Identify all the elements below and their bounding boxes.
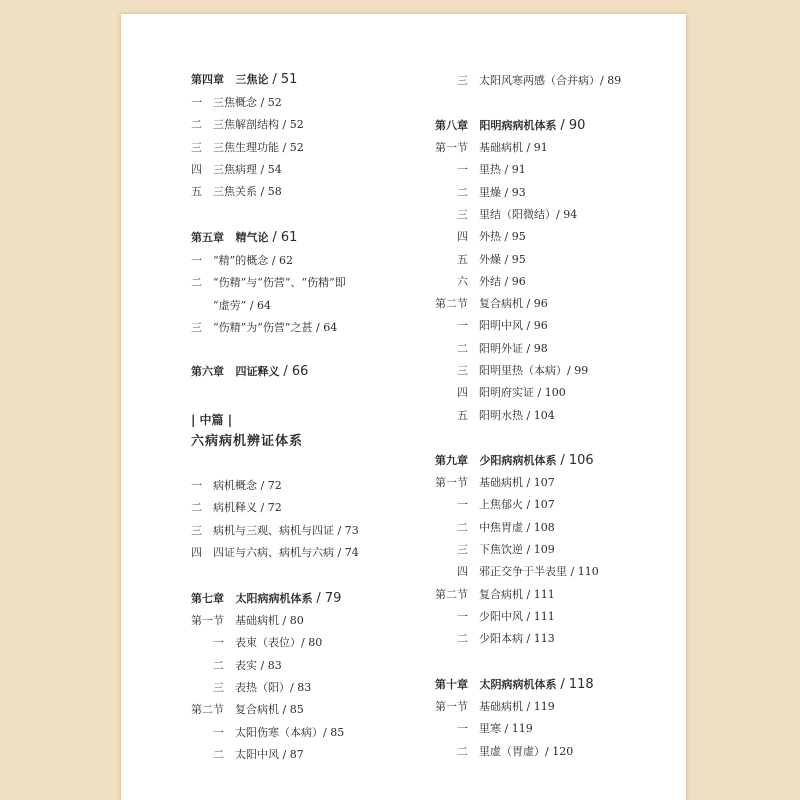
toc-entry-number: 第二节 xyxy=(435,297,468,311)
toc-entry-text: 阳明外证 / 98 xyxy=(479,341,548,355)
toc-entry xyxy=(435,498,555,512)
toc-entry xyxy=(191,163,282,177)
toc-entry-text: “伤精”与“伤营”、“伤精”即 xyxy=(213,276,346,290)
toc-entry-text: “精”的概念 / 62 xyxy=(213,254,293,267)
toc-entry-text: “虚劳” / 64 xyxy=(213,298,271,312)
toc-entry-text: 太阳中风 / 87 xyxy=(235,747,304,761)
chapter-heading: 第五章 精气论 / 61 xyxy=(191,230,298,245)
toc-entry-number: 四 xyxy=(191,162,202,176)
toc-entry xyxy=(435,588,555,602)
toc-entry-text: 里结（阳微结）/ 94 xyxy=(479,207,578,221)
toc-entry-text: 三焦病理 / 54 xyxy=(213,162,282,176)
chapter-heading: 第九章 少阳病病机体系 / 106 xyxy=(435,453,594,468)
toc-entry-number: 一 xyxy=(457,319,468,333)
toc-entry-number: 第二节 xyxy=(435,587,468,601)
chapter-heading: 第十章 太阴病病机体系 / 118 xyxy=(435,677,594,692)
toc-entry xyxy=(191,276,346,290)
toc-entry xyxy=(435,722,533,736)
toc-entry xyxy=(435,230,526,244)
toc-entry xyxy=(435,565,599,579)
toc-entry xyxy=(191,479,282,493)
toc-entry xyxy=(435,521,555,535)
toc-entry-number: 三 xyxy=(457,364,468,377)
toc-entry-text: 复合病机 / 111 xyxy=(479,587,555,601)
toc-entry-number: 四 xyxy=(191,545,202,559)
toc-entry-number: 二 xyxy=(457,185,468,199)
toc-entry-number: 第一节 xyxy=(435,476,468,489)
toc-entry-number: 一 xyxy=(213,636,224,650)
toc-entry-number: 六 xyxy=(457,274,468,288)
toc-entry-text: 基础病机 / 80 xyxy=(235,614,304,627)
toc-entry-text: 阳明府实证 / 100 xyxy=(479,386,566,400)
toc-entry xyxy=(435,745,573,759)
toc-entry xyxy=(191,524,359,538)
toc-entry-text: 三焦解剖结构 / 52 xyxy=(213,118,304,132)
toc-entry-text: 三焦概念 / 52 xyxy=(213,96,282,109)
toc-entry xyxy=(435,163,526,177)
toc-entry-number: 四 xyxy=(457,386,468,400)
toc-entry-number: 三 xyxy=(213,680,224,694)
toc-entry-number: 三 xyxy=(191,320,202,334)
toc-entry-number: 第二节 xyxy=(191,703,224,717)
toc-entry-number: 五 xyxy=(191,185,202,199)
toc-entry xyxy=(191,501,282,515)
toc-entry-text: 太阳伤寒（本病）/ 85 xyxy=(235,725,345,739)
toc-entry xyxy=(191,118,304,132)
toc-entry-number: 三 xyxy=(191,523,202,537)
toc-entry-text: 邪正交争于半表里 / 110 xyxy=(479,565,599,579)
toc-entry xyxy=(435,543,555,557)
toc-entry-number: 第一节 xyxy=(435,700,468,713)
toc-entry-number: 一 xyxy=(457,163,468,177)
toc-entry xyxy=(435,275,526,289)
toc-entry-text: 少阳中风 / 111 xyxy=(479,609,555,623)
toc-entry-number: 二 xyxy=(213,747,224,761)
toc-entry xyxy=(435,141,548,155)
toc-entry xyxy=(191,321,337,335)
toc-entry-number: 一 xyxy=(191,254,202,267)
toc-entry xyxy=(191,636,322,650)
toc-entry xyxy=(191,185,282,199)
toc-entry xyxy=(191,254,293,268)
toc-entry-number: 一 xyxy=(457,498,468,512)
toc-entry xyxy=(435,700,555,714)
toc-entry-text: 表束（表位）/ 80 xyxy=(235,636,323,650)
toc-entry xyxy=(191,96,282,110)
toc-entry xyxy=(435,386,566,400)
toc-entry xyxy=(191,299,271,313)
toc-entry xyxy=(435,319,548,333)
toc-entry-text: 病机概念 / 72 xyxy=(213,479,282,492)
toc-entry-number: 二 xyxy=(457,520,468,534)
toc-entry-text: 阳明里热（本病）/ 99 xyxy=(479,364,589,377)
toc-entry-text: 病机释义 / 72 xyxy=(213,501,282,515)
toc-entry-text: 表实 / 83 xyxy=(235,658,282,672)
toc-entry-text: 外燥 / 95 xyxy=(479,252,526,266)
part-label: | 中篇 | xyxy=(191,413,233,427)
toc-entry xyxy=(435,610,555,624)
toc-entry-text: “伤精”为“伤营”之甚 / 64 xyxy=(213,320,338,334)
toc-entry xyxy=(191,681,311,695)
toc-entry-number: 一 xyxy=(457,609,468,623)
toc-entry-text: 基础病机 / 91 xyxy=(479,141,548,154)
toc-entry-number: 三 xyxy=(457,74,468,87)
toc-entry-number: 一 xyxy=(191,96,202,109)
toc-entry xyxy=(435,342,548,356)
toc-entry-number: 二 xyxy=(457,744,468,758)
toc-entry-text: 阳明水热 / 104 xyxy=(479,408,555,422)
chapter-heading: 第七章 太阳病病机体系 / 79 xyxy=(191,591,342,606)
toc-entry-text: 里虚（胃虚）/ 120 xyxy=(479,744,574,758)
toc-entry-text: 里寒 / 119 xyxy=(479,722,533,736)
toc-entry-text: 太阳风寒两感（合并病）/ 89 xyxy=(479,74,622,87)
toc-entry-number: 二 xyxy=(191,501,202,515)
toc-entry-text: 表热（阳）/ 83 xyxy=(235,680,312,694)
toc-entry-number: 五 xyxy=(457,252,468,266)
toc-entry-text: 上焦郁火 / 107 xyxy=(479,498,555,512)
toc-entry-number: 二 xyxy=(191,276,202,290)
toc-entry xyxy=(435,476,555,490)
chapter-heading: 第八章 阳明病病机体系 / 90 xyxy=(435,118,586,133)
toc-entry xyxy=(191,614,304,628)
toc-entry xyxy=(435,632,555,646)
toc-entry xyxy=(435,297,548,311)
toc-entry-text: 三焦关系 / 58 xyxy=(213,185,282,199)
toc-entry-text: 基础病机 / 107 xyxy=(479,476,555,489)
toc-entry-number: 第一节 xyxy=(191,614,224,627)
toc-entry-text: 基础病机 / 119 xyxy=(479,700,555,713)
toc-entry xyxy=(435,364,588,378)
toc-entry xyxy=(435,74,621,88)
toc-entry xyxy=(191,546,359,560)
chapter-heading: 第四章 三焦论 / 51 xyxy=(191,72,298,87)
toc-entry-text: 里热 / 91 xyxy=(479,163,526,177)
toc-entry-text: 下焦饮逆 / 109 xyxy=(479,542,555,556)
part-title: 六病病机辨证体系 xyxy=(191,434,304,449)
toc-entry xyxy=(435,253,526,267)
toc-entry-number: 三 xyxy=(191,140,202,154)
toc-entry-text: 中焦胃虚 / 108 xyxy=(479,520,555,534)
toc-entry xyxy=(191,703,304,717)
toc-entry-text: 外热 / 95 xyxy=(479,230,526,244)
toc-entry-text: 四证与六病、病机与六病 / 74 xyxy=(213,545,359,559)
toc-entry-text: 病机与三观、病机与四证 / 73 xyxy=(213,523,359,537)
toc-entry-text: 少阳本病 / 113 xyxy=(479,632,555,646)
book-page xyxy=(121,14,686,800)
toc-entry xyxy=(191,726,344,740)
toc-entry-text: 三焦生理功能 / 52 xyxy=(213,140,304,154)
toc-entry xyxy=(191,748,304,762)
toc-entry-number: 一 xyxy=(457,722,468,736)
toc-entry-number: 一 xyxy=(213,725,224,739)
toc-entry-text: 复合病机 / 85 xyxy=(235,703,304,717)
toc-entry-number: 二 xyxy=(191,118,202,132)
toc-entry-number: 四 xyxy=(457,565,468,579)
toc-entry-text: 阳明中风 / 96 xyxy=(479,319,548,333)
toc-entry-text: 复合病机 / 96 xyxy=(479,297,548,311)
toc-entry-number: 五 xyxy=(457,408,468,422)
toc-entry-number: 一 xyxy=(191,479,202,492)
toc-entry xyxy=(191,659,282,673)
toc-entry xyxy=(435,409,555,423)
toc-entry-number: 第一节 xyxy=(435,141,468,154)
toc-entry-number: 四 xyxy=(457,230,468,244)
toc-entry-number: 二 xyxy=(213,658,224,672)
toc-entry-number: 三 xyxy=(457,207,468,221)
toc-entry-number: 三 xyxy=(457,542,468,556)
toc-entry-number: 二 xyxy=(457,341,468,355)
toc-entry-text: 里燥 / 93 xyxy=(479,185,526,199)
toc-entry-text: 外结 / 96 xyxy=(479,274,526,288)
toc-entry xyxy=(191,141,304,155)
toc-entry xyxy=(435,208,577,222)
toc-entry-number: 二 xyxy=(457,632,468,646)
toc-entry xyxy=(435,186,526,200)
chapter-heading: 第六章 四证释义 / 66 xyxy=(191,364,309,379)
